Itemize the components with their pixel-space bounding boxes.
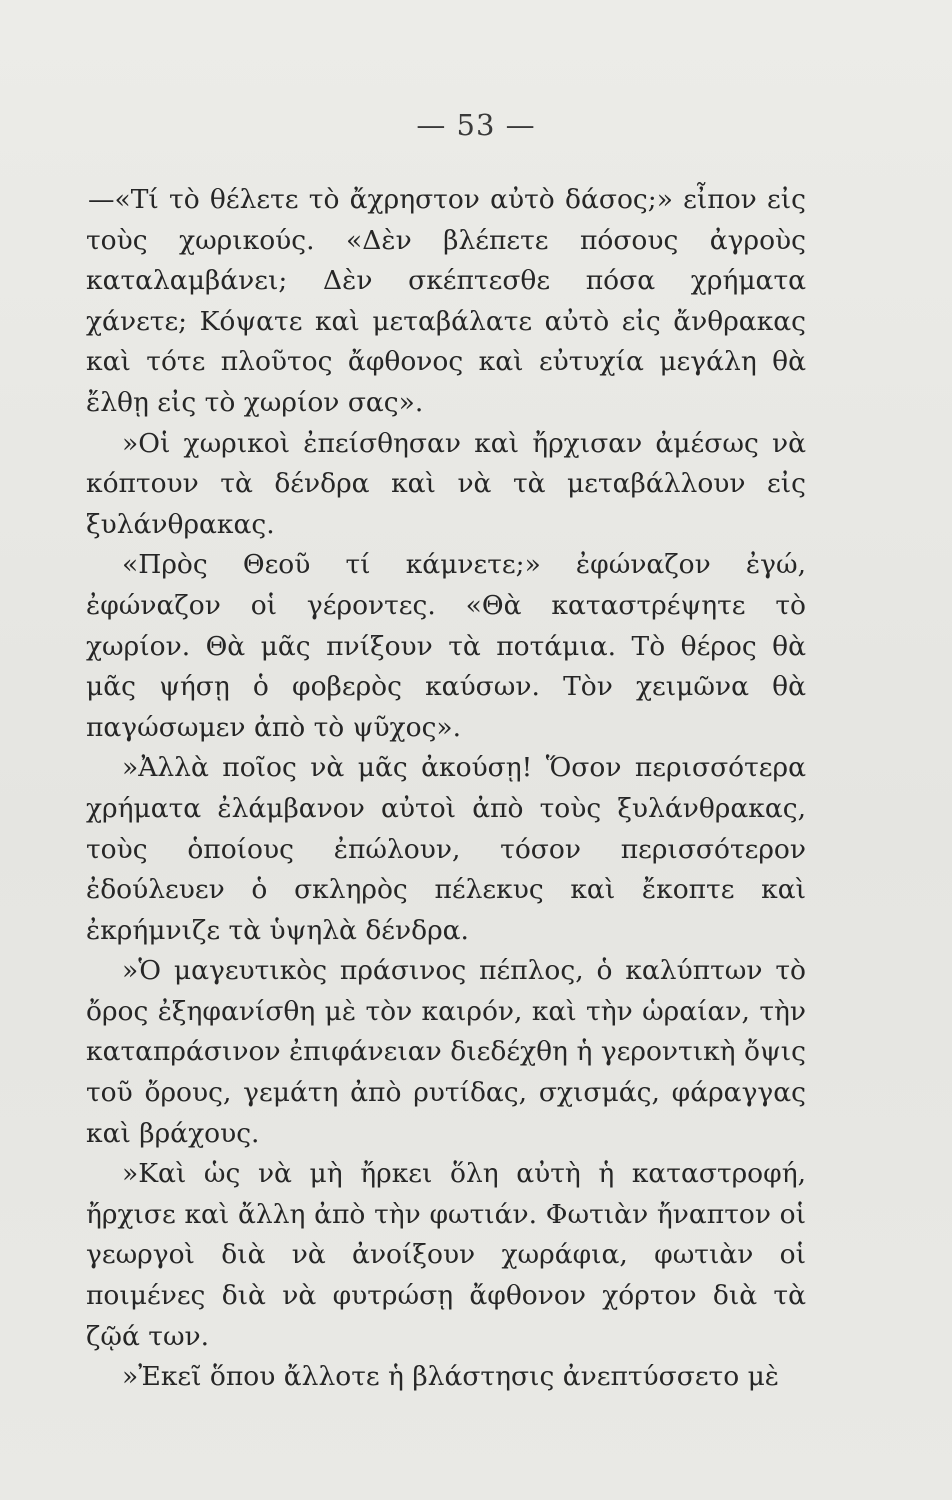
paragraph: »Ἐκεῖ ὅπου ἄλλοτε ἡ βλάστησις ἀνεπτύσσετο μὲ: [122, 1361, 780, 1393]
paragraph: »Οἱ χωρικοὶ ἐπείσθησαν καὶ ἤρχισαν ἀμέσως νὰ κόπτουν τὰ δένδρα καὶ νὰ τὰ μεταβάλλουν εἰς ξυλάνθρακας.: [86, 427, 806, 540]
paragraph: »Καὶ ὡς νὰ μὴ ἤρκει ὅλη αὐτὴ ἡ καταστροφή, ἤρχισε καὶ ἄλλη ἀπὸ τὴν φωτιάν. Φωτιὰν ἤναπτον οἱ γεωργοὶ διὰ νὰ ἀνοίξουν χωράφια, φωτιὰν οἱ ποιμένες διὰ νὰ φυτρώσῃ ἄφθονον χόρτον διὰ τὰ ζῷά των.: [86, 1158, 806, 1352]
paragraph: »Ὁ μαγευτικὸς πράσινος πέπλος, ὁ καλύπτων τὸ ὄρος ἐξηφανίσθη μὲ τὸν καιρόν, καὶ τὴν ὡραίαν, τὴν καταπράσινον ἐπιφάνειαν διεδέχθη ἡ γεροντικὴ ὄψις τοῦ ὄρους, γεμάτη ἀπὸ ρυτίδας, σχισμάς, φάραγγας καὶ βράχους.: [86, 955, 806, 1149]
paragraph: —«Τί τὸ θέλετε τὸ ἄχρηστον αὐτὸ δάσος;» εἶπον εἰς τοὺς χωρικούς. «Δὲν βλέπετε πόσους ἀγροὺς καταλαμβάνει; Δὲν σκέπτεσθε πόσα χρήματα χάνετε; Κόψατε καὶ μεταβάλατε αὐτὸ εἰς ἄνθρακας καὶ τότε πλοῦτος ἄφθονος καὶ εὐτυχία μεγάλη θὰ ἔλθῃ εἰς τὸ χωρίον σας».: [86, 184, 806, 418]
paragraph: »Ἀλλὰ ποῖος νὰ μᾶς ἀκούσῃ! Ὅσον περισσότερα χρήματα ἐλάμβανον αὐτοὶ ἀπὸ τοὺς ξυλάνθρακας, τοὺς ὁποίους ἐπώλουν, τόσον περισσότερον ἐδούλευεν ὁ σκληρὸς πέλεκυς καὶ ἔκοπτε καὶ ἐκρήμνιζε τὰ ὑψηλὰ δένδρα.: [86, 752, 806, 946]
paragraph: «Πρὸς Θεοῦ τί κάμνετε;» ἐφώναζον ἐγώ, ἐφώναζον οἱ γέροντες. «Θὰ καταστρέψητε τὸ χωρίον. Θὰ μᾶς πνίξουν τὰ ποτάμια. Τὸ θέρος θὰ μᾶς ψήσῃ ὁ φοβερὸς καύσων. Τὸν χειμῶνα θὰ παγώσωμεν ἀπὸ τὸ ψῦχος».: [86, 549, 806, 743]
page-number: — 53 —: [416, 108, 536, 142]
body-text: [86, 180, 806, 1398]
